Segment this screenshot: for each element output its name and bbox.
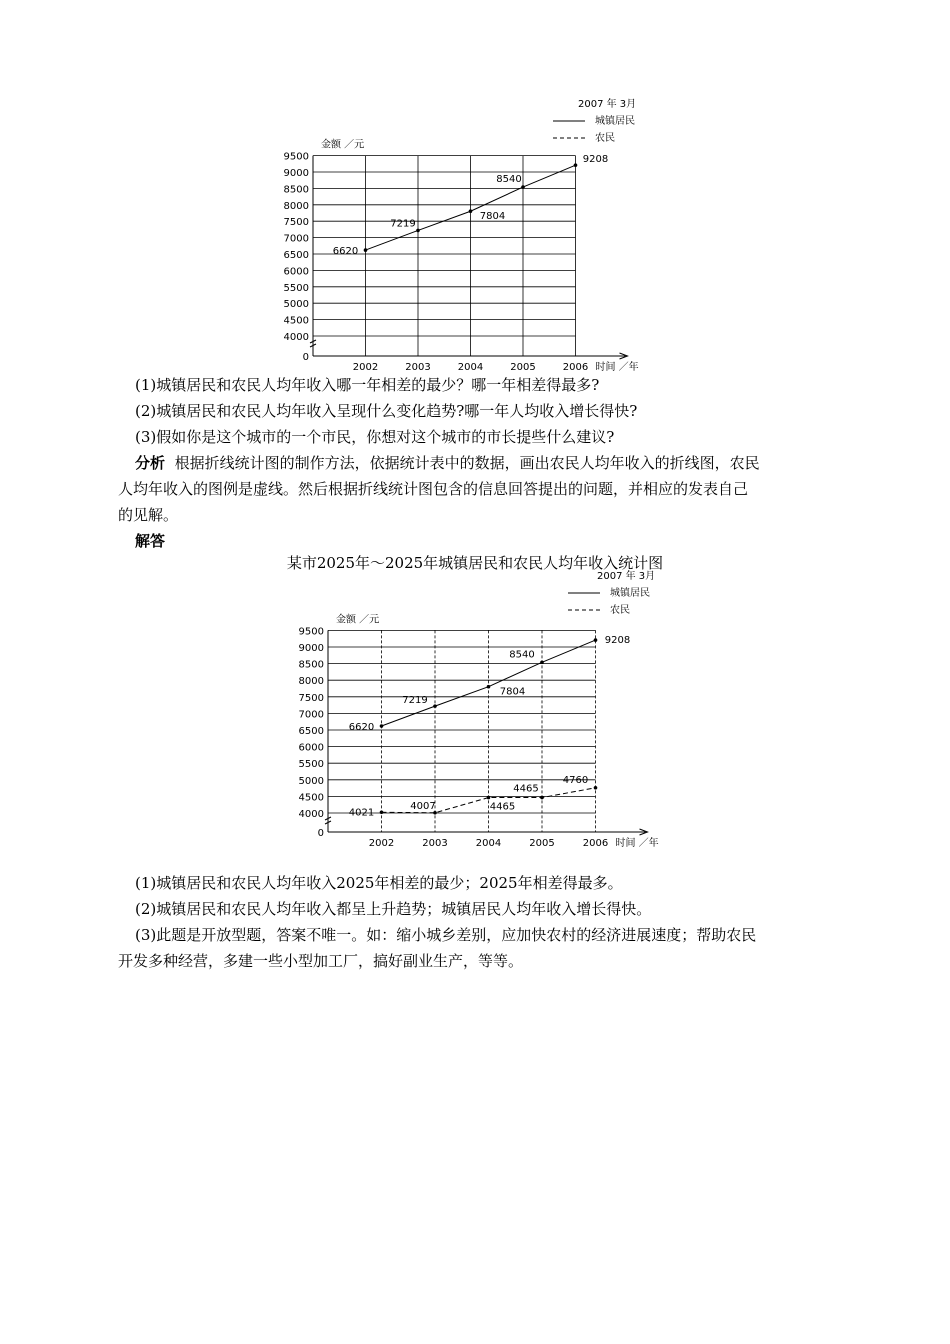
c2-point-1-0: [380, 811, 384, 815]
c2-ytick-5500: 5500: [298, 759, 324, 771]
c2-ytick-7000: 7000: [298, 709, 324, 721]
c1-data-label-0-0: 6620: [332, 246, 359, 258]
c2-ytick-6000: 6000: [298, 742, 324, 754]
question-3: (3)假如你是这个城市的一个市民，你想对这个城市的市长提些什么建议?: [135, 428, 615, 446]
c2-xtick-2005: 2005: [529, 838, 555, 849]
c1-xlabel: 时间 ／年: [595, 362, 639, 373]
c1-data-label-0-4: 9208: [582, 154, 609, 166]
c1-ytick-4000: 4000: [283, 332, 309, 343]
c2-data-label-1-3: 4465: [513, 783, 539, 795]
c1-point-0-3: [521, 185, 525, 189]
c1-ylabel: 金额 ／元: [321, 139, 365, 151]
c1-xtick-2002: 2002: [352, 362, 379, 373]
c1-ytick-8500: 8500: [283, 184, 309, 196]
c2-ytick-8000: 8000: [298, 676, 324, 688]
c2-legend-label-1: 农民: [610, 605, 630, 616]
c1-ytick-5000: 5000: [283, 299, 309, 311]
c2-legend-label-0: 城镇居民: [610, 588, 650, 599]
c2-point-1-3: [540, 796, 544, 800]
c1-xtick-2005: 2005: [510, 362, 536, 373]
c2-xtick-2006: 2006: [582, 838, 609, 849]
c2-xlabel: 时间 ／年: [615, 838, 659, 849]
c1-legend-label-1: 农民: [595, 133, 615, 144]
c1-point-0-0: [364, 248, 368, 252]
c1-ytick-8000: 8000: [283, 200, 309, 212]
c1-ytick-5500: 5500: [283, 282, 309, 294]
c2-ytick-4000: 4000: [298, 809, 324, 820]
c2-xtick-2004: 2004: [475, 838, 502, 849]
c1-ytick-0: 0: [302, 352, 309, 363]
c2-data-label-0-0: 6620: [348, 722, 375, 734]
c1-data-label-0-1: 7219: [390, 218, 416, 230]
c1-ytick-9000: 9000: [283, 168, 309, 179]
chart-2: [285, 566, 675, 852]
c2-point-0-3: [540, 660, 544, 664]
question-1: (1)城镇居民和农民人均年收入哪一年相差的最少？哪一年相差得最多?: [135, 376, 600, 394]
question-2: (2)城镇居民和农民人均年收入呈现什么变化趋势?哪一年人均收入增长得快?: [135, 402, 638, 420]
c1-xtick-2003: 2003: [405, 362, 431, 373]
c2-data-label-0-2: 7804: [499, 686, 526, 698]
c1-ytick-6000: 6000: [283, 266, 309, 278]
c2-data-label-1-1: 4007: [410, 800, 436, 812]
c1-ytick-9500: 9500: [283, 151, 309, 163]
c2-ytick-8500: 8500: [298, 659, 324, 671]
c2-ytick-6500: 6500: [298, 726, 324, 737]
c2-xtick-2003: 2003: [422, 838, 448, 849]
answer-2: (2)城镇居民和农民人均年收入都呈上升趋势；城镇居民人均年收入增长得快。: [135, 900, 652, 918]
c2-point-1-2: [487, 796, 491, 800]
c2-point-0-2: [487, 685, 491, 689]
chart-2-svg: [285, 566, 675, 852]
c2-ylabel: 金额 ／元: [336, 614, 380, 626]
c2-data-label-1-4: 4760: [562, 774, 589, 786]
c1-ytick-7000: 7000: [283, 233, 309, 245]
c2-point-0-0: [380, 724, 384, 728]
answer-3-line-1: (3)此题是开放型题，答案不唯一。如：缩小城乡差别，应加快农村的经济进展速度；帮助农民: [135, 926, 757, 944]
answer-label: 解答: [135, 532, 166, 550]
analysis-line-2: 人均年收入的图例是虚线。然后根据折线统计图包含的信息回答提出的问题，并相应的发表自己: [118, 480, 749, 498]
c1-ytick-7500: 7500: [283, 217, 309, 229]
c2-data-label-0-1: 7219: [402, 695, 428, 707]
c2-ytick-4500: 4500: [298, 792, 324, 804]
chart-2-title: 某市2025年～2025年城镇居民和农民人均年收入统计图: [286, 554, 664, 572]
answer-3-line-2: 开发多种经营，多建一些小型加工厂，搞好副业生产，等等。: [118, 952, 524, 970]
analysis-text-1: 根据折线统计图的制作方法，依据统计表中的数据，画出农民人均年收入的折线图，农民: [174, 454, 760, 472]
chart-1: [270, 92, 670, 378]
c2-data-label-0-4: 9208: [604, 635, 631, 647]
c2-ytick-9000: 9000: [298, 643, 324, 654]
analysis-label: 分析: [135, 454, 166, 472]
c1-xtick-2004: 2004: [457, 362, 484, 373]
c2-point-0-4: [594, 638, 598, 642]
c1-ytick-6500: 6500: [283, 250, 309, 261]
analysis-line-3: 的见解。: [118, 506, 179, 524]
c2-data-label-1-2: 4465: [489, 801, 516, 813]
c1-data-label-0-3: 8540: [496, 174, 522, 186]
c2-ytick-7500: 7500: [298, 692, 324, 704]
c2-data-label-0-3: 8540: [509, 649, 535, 661]
c1-point-0-1: [416, 229, 420, 233]
c2-point-0-1: [433, 704, 437, 708]
c2-ytick-9500: 9500: [298, 626, 324, 638]
c2-note: 2007 年 3月: [597, 571, 656, 582]
c1-xtick-2006: 2006: [562, 362, 589, 373]
answer-1: (1)城镇居民和农民人均年收入2025年相差的最少；2025年相差得最多。: [135, 874, 623, 892]
c1-data-label-0-2: 7804: [479, 211, 506, 223]
c2-ytick-5000: 5000: [298, 775, 324, 787]
chart-1-svg: [270, 92, 670, 378]
c1-point-0-2: [469, 209, 473, 213]
c1-legend-label-0: 城镇居民: [595, 116, 635, 127]
c1-note: 2007 年 3月: [578, 99, 637, 110]
c1-point-0-4: [574, 163, 578, 167]
c1-ytick-4500: 4500: [283, 315, 309, 327]
c2-data-label-1-0: 4021: [348, 807, 375, 819]
analysis-line-1: [135, 450, 760, 476]
c2-xtick-2002: 2002: [368, 838, 395, 849]
c2-point-1-4: [594, 786, 598, 790]
c2-ytick-0: 0: [317, 828, 324, 839]
